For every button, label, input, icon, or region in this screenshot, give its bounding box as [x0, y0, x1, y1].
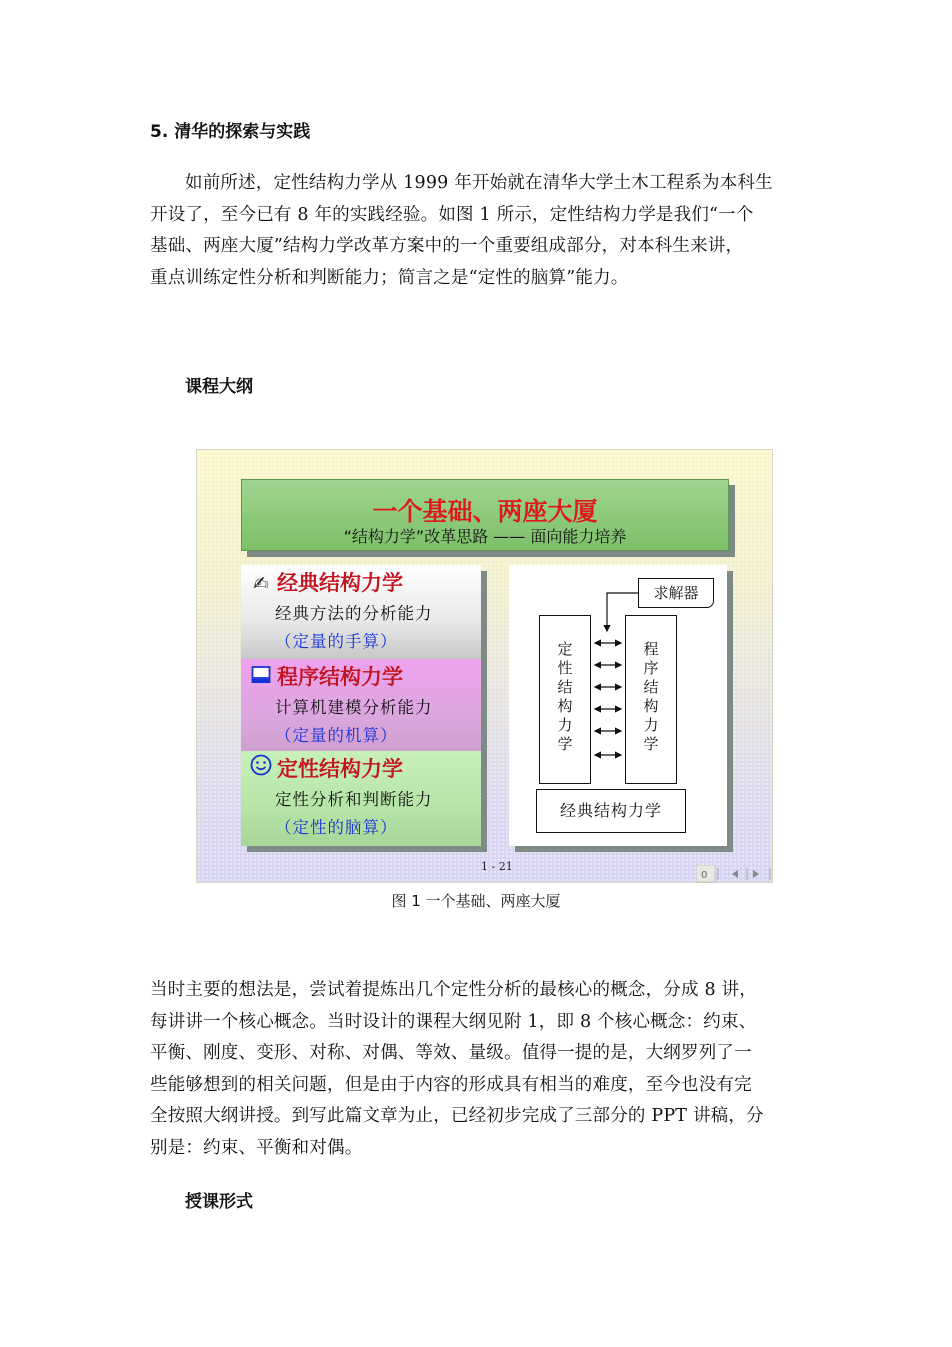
slide-title: 一个基础、两座大厦 [372, 497, 598, 526]
section-title: 经典结构力学 [277, 571, 403, 595]
section-qualitative [241, 751, 481, 846]
section-heading: 5. 清华的探索与实践 [150, 122, 311, 142]
teaching-subheading: 授课形式 [185, 1192, 253, 1212]
column-char: 学 [643, 735, 659, 753]
structure-diagram [509, 565, 727, 846]
intro-paragraph [150, 168, 810, 294]
section-title: 程序结构力学 [277, 665, 403, 689]
smiley-icon [249, 754, 273, 781]
paragraph-line: 基础、两座大厦”结构力学改革方案中的一个重要组成部分，对本科生来讲， [150, 236, 744, 256]
figure-caption: 图 1 一个基础、两座大厦 [391, 892, 561, 910]
qualitative-column [539, 615, 591, 784]
column-char: 程 [643, 640, 659, 658]
column-char: 力 [557, 716, 573, 734]
writing-hand-icon: ✍ [253, 573, 269, 595]
outline-subheading: 课程大纲 [185, 377, 253, 397]
paragraph-line: 当时主要的想法是，尝试着提炼出几个定性分析的最核心的概念，分成 8 讲， [150, 980, 757, 1000]
section-note: （定量的手算） [275, 632, 398, 651]
paragraph-line: 些能够想到的相关问题，但是由于内容的形成具有相当的难度，至今也没有完 [150, 1074, 752, 1095]
computer-icon [249, 666, 273, 689]
section-note: （定量的机算） [275, 726, 398, 745]
section-note: （定性的脑算） [275, 818, 398, 837]
section-description: 定性分析和判断能力 [275, 790, 433, 809]
classic-base-box: 经典结构力学 [536, 789, 686, 833]
prev-icon[interactable] [732, 870, 738, 878]
next-icon[interactable] [753, 870, 759, 878]
slide-figure [196, 449, 773, 883]
svg-text:0: 0 [701, 870, 708, 881]
section-program [241, 659, 481, 751]
section-classic [241, 565, 481, 659]
program-column [625, 615, 677, 784]
column-char: 学 [557, 735, 573, 753]
slide-page-number: 1 - 21 [481, 860, 513, 873]
column-char: 构 [557, 697, 573, 715]
body-paragraph [150, 975, 810, 1164]
paragraph-line: 全按照大纲讲授。到写此篇文章为止，已经初步完成了三部分的 PPT 讲稿，分 [150, 1106, 764, 1126]
section-description: 经典方法的分析能力 [275, 604, 433, 623]
paragraph-line: 如前所述，定性结构力学从 1999 年开始就在清华大学土木工程系为本科生 [185, 173, 773, 193]
section-description: 计算机建模分析能力 [275, 698, 433, 717]
section-title: 定性结构力学 [277, 757, 403, 781]
paragraph-line: 重点训练定性分析和判断能力；简言之是“定性的脑算”能力。 [150, 267, 629, 288]
column-char: 定 [557, 640, 573, 658]
slide-banner [241, 479, 729, 551]
paragraph-line: 每讲讲一个核心概念。当时设计的课程大纲见附 1，即 8 个核心概念：约束、 [150, 1011, 757, 1032]
course-list-panel [241, 565, 481, 846]
paragraph-line: 别是：约束、平衡和对偶。 [150, 1137, 363, 1158]
column-char: 力 [643, 716, 659, 734]
column-char: 结 [643, 678, 659, 696]
column-char: 序 [643, 659, 659, 677]
paragraph-line: 开设了，至今已有 8 年的实践经验。如图 1 所示，定性结构力学是我们“一个 [150, 204, 754, 225]
solver-box: 求解器 [638, 578, 714, 608]
column-char: 构 [643, 697, 659, 715]
slide-nav [696, 865, 774, 883]
column-char: 性 [557, 659, 573, 677]
column-char: 结 [557, 678, 573, 696]
paragraph-line: 平衡、刚度、变形、对称、对偶、等效、量级。值得一提的是，大纲罗列了一 [150, 1043, 752, 1063]
slide-subtitle: “结构力学”改革思路 —— 面向能力培养 [343, 527, 627, 546]
